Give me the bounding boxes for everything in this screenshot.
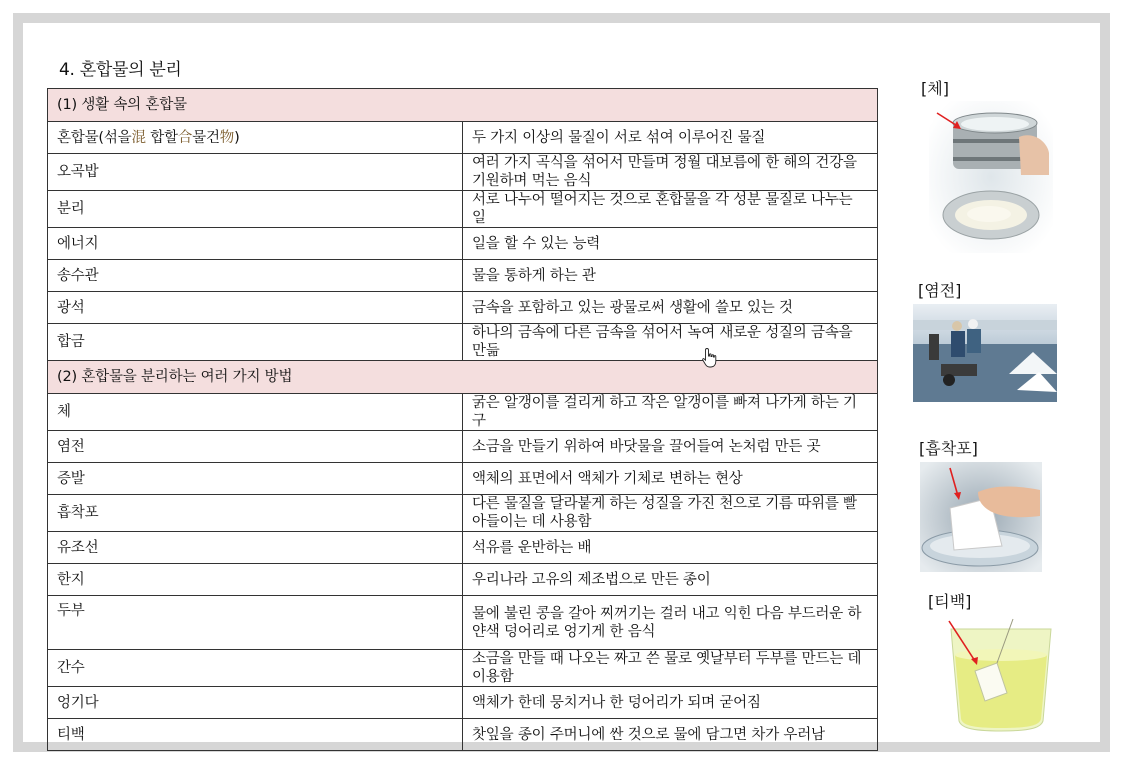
table-row: [48, 228, 878, 260]
vocabulary-table: [47, 88, 878, 751]
term-cell: 한지: [48, 564, 463, 596]
term-cell: 에너지: [48, 228, 463, 260]
hand-cursor-icon: [701, 347, 719, 369]
term-cell: 두부: [48, 596, 463, 650]
definition-cell: 굵은 알갱이를 걸리게 하고 작은 알갱이를 빠져 나가게 하는 기구: [463, 394, 878, 431]
sieve-photo-icon: [929, 101, 1053, 253]
section-header-row: [48, 361, 878, 394]
table-row: [48, 191, 878, 228]
page-title: 4. 혼합물의 분리: [59, 60, 182, 80]
definition-cell: 여러 가지 곡식을 섞어서 만들며 정월 대보름에 한 해의 건강을 기원하며 먹는 음식: [463, 154, 878, 191]
term-cell: 간수: [48, 650, 463, 687]
term-cell: 광석: [48, 292, 463, 324]
photo-label-tea-bag: [티백]: [928, 592, 972, 611]
table-row: [48, 122, 878, 154]
table-row: [48, 260, 878, 292]
definition-cell: 서로 나누어 떨어지는 것으로 혼합물을 각 성분 물질로 나누는 일: [463, 191, 878, 228]
absorbent-cloth-photo-icon: [920, 462, 1042, 572]
definition-cell: 찻잎을 종이 주머니에 싼 것으로 물에 담그면 차가 우러남: [463, 719, 878, 751]
photo-label-absorbent-cloth: [흡착포]: [919, 439, 978, 458]
term-cell: 오곡밥: [48, 154, 463, 191]
table-row: [48, 719, 878, 751]
definition-cell: 물을 통하게 하는 관: [463, 260, 878, 292]
term-cell: 흡착포: [48, 495, 463, 532]
definition-cell: 액체의 표면에서 액체가 기체로 변하는 현상: [463, 463, 878, 495]
table-row: [48, 564, 878, 596]
term-cell: 합금: [48, 324, 463, 361]
definition-cell: 두 가지 이상의 물질이 서로 섞여 이루어진 물질: [463, 122, 878, 154]
section-header: (2) 혼합물을 분리하는 여러 가지 방법: [48, 361, 878, 394]
table-row: [48, 532, 878, 564]
term-cell: 분리: [48, 191, 463, 228]
definition-cell: 하나의 금속에 다른 금속을 섞어서 녹여 새로운 성질의 금속을 만듦: [463, 324, 878, 361]
term-cell: 혼합물(섞을混 합할合물건物): [48, 122, 463, 154]
term-cell: 염전: [48, 431, 463, 463]
photo-label-salt-farm: [염전]: [918, 281, 962, 300]
section-header: (1) 생활 속의 혼합물: [48, 89, 878, 122]
definition-cell: 금속을 포함하고 있는 광물로써 생활에 쓸모 있는 것: [463, 292, 878, 324]
definition-cell: 액체가 한데 뭉치거나 한 덩어리가 되며 굳어짐: [463, 687, 878, 719]
table-row: [48, 394, 878, 431]
term-cell: 티백: [48, 719, 463, 751]
table-row: [48, 292, 878, 324]
term-cell: 증발: [48, 463, 463, 495]
definition-cell: 물에 불린 콩을 갈아 찌꺼기는 걸러 내고 익힌 다음 부드러운 하얀색 덩어리로 엉기게 한 음식: [463, 596, 878, 650]
term-cell: 엉기다: [48, 687, 463, 719]
table-row: [48, 324, 878, 361]
table-row: [48, 495, 878, 532]
term-cell: 유조선: [48, 532, 463, 564]
definition-cell: 일을 할 수 있는 능력: [463, 228, 878, 260]
definition-cell: 다른 물질을 달라붙게 하는 성질을 가진 천으로 기름 따위를 빨아들이는 데 사용함: [463, 495, 878, 532]
term-cell: 체: [48, 394, 463, 431]
table-row: [48, 687, 878, 719]
definition-cell: 우리나라 고유의 제조법으로 만든 종이: [463, 564, 878, 596]
table-row: [48, 650, 878, 687]
table-row: [48, 154, 878, 191]
table-row: [48, 431, 878, 463]
photo-label-sieve: [체]: [921, 79, 949, 98]
definition-cell: 석유를 운반하는 배: [463, 532, 878, 564]
definition-cell: 소금을 만들기 위하여 바닷물을 끌어들여 논처럼 만든 곳: [463, 431, 878, 463]
term-cell: 송수관: [48, 260, 463, 292]
table-row: [48, 596, 878, 650]
salt-farm-photo-icon: [913, 304, 1057, 402]
tea-bag-photo-icon: [945, 615, 1057, 733]
section-header-row: [48, 89, 878, 122]
definition-cell: 소금을 만들 때 나오는 짜고 쓴 물로 옛날부터 두부를 만드는 데 이용함: [463, 650, 878, 687]
table-row: [48, 463, 878, 495]
